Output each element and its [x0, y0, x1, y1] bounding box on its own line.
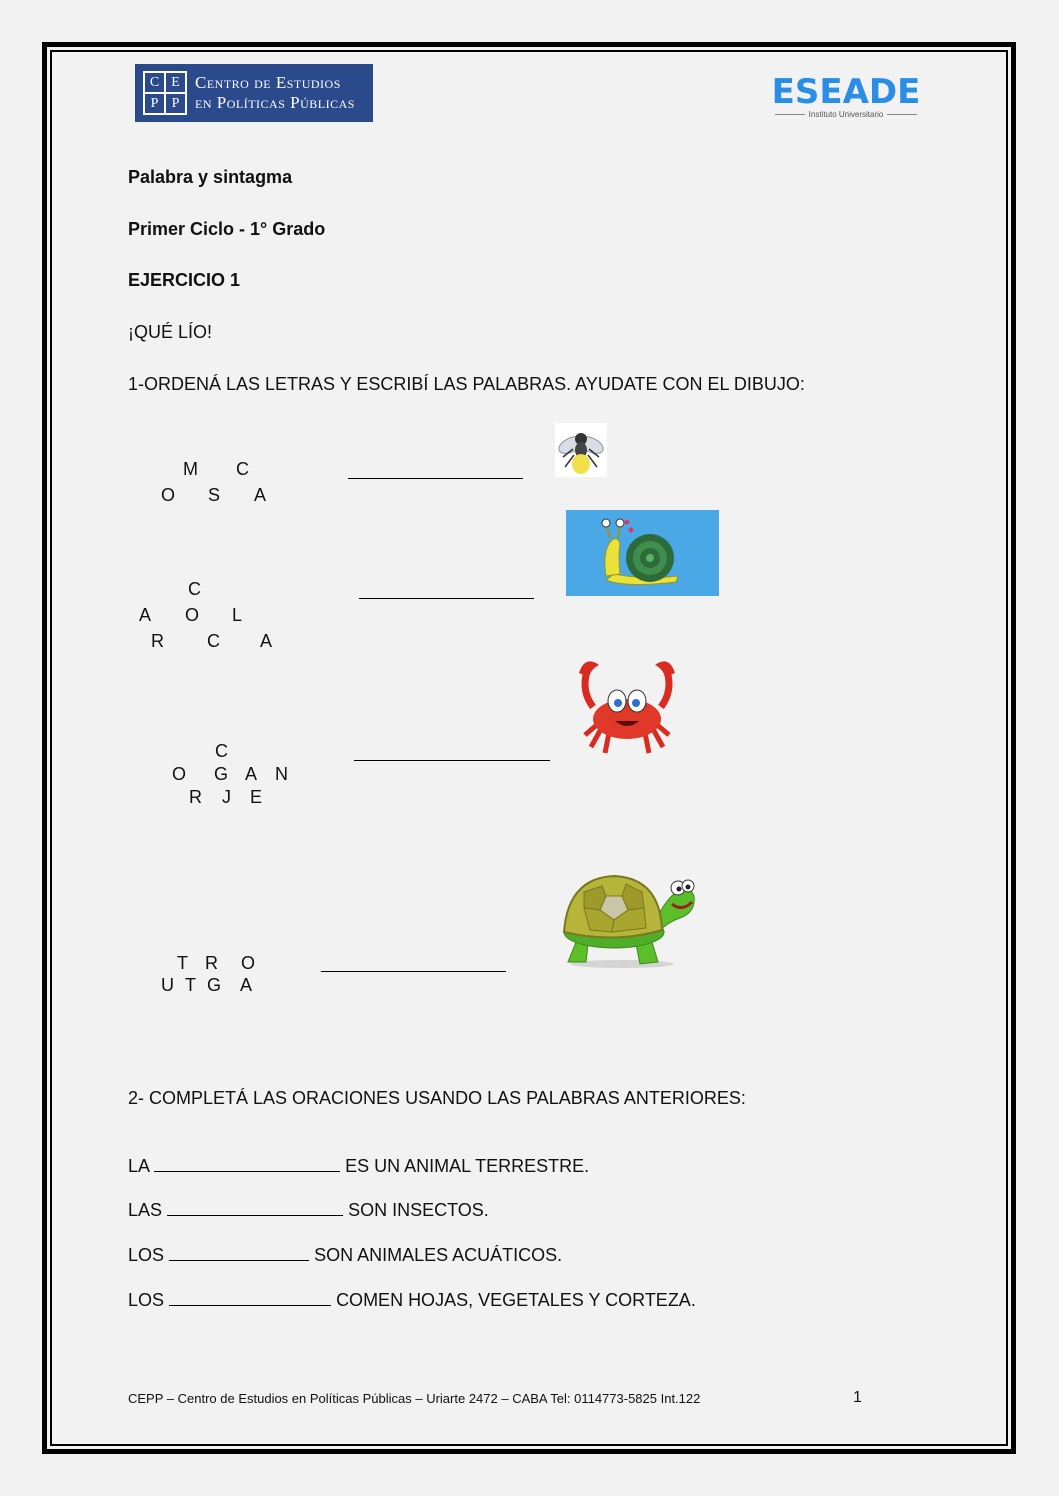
puzzle-letter: C — [215, 741, 228, 761]
doc-title: Palabra y sintagma — [128, 167, 293, 187]
fly-icon — [555, 423, 607, 477]
cepp-letter: C — [145, 73, 164, 92]
cepp-logo — [135, 64, 373, 122]
sentence-before: LOS — [128, 1245, 165, 1265]
answer-line[interactable] — [354, 760, 550, 761]
sentence-before: LA — [128, 1156, 150, 1176]
exercise-heading: EJERCICIO 1 — [128, 270, 241, 290]
answer-line[interactable] — [348, 478, 523, 479]
puzzle-letter: S — [208, 485, 221, 505]
cepp-letter: P — [166, 94, 185, 113]
puzzle-letter: R — [189, 787, 202, 807]
instruction-1: 1-ORDENÁ LAS LETRAS Y ESCRIBÍ LAS PALABRAS. AYUDATE CON EL DIBUJO: — [128, 374, 805, 394]
sentence-4 — [128, 1290, 696, 1311]
sentence-before: LOS — [128, 1290, 165, 1310]
sentence-after: COMEN HOJAS, VEGETALES Y CORTEZA. — [336, 1290, 696, 1310]
footer-text: CEPP – Centro de Estudios en Políticas Públicas – Uriarte 2472 – CABA Tel: 0114773-5825 Int.122 — [128, 1391, 701, 1406]
puzzle-letter: O — [241, 953, 256, 973]
instruction-2: 2- COMPLETÁ LAS ORACIONES USANDO LAS PALABRAS ANTERIORES: — [128, 1088, 746, 1108]
cepp-logo-text — [195, 73, 355, 113]
sentence-blank[interactable] — [169, 1246, 309, 1261]
doc-level: Primer Ciclo - 1° Grado — [128, 219, 326, 239]
puzzle-letter: A — [260, 631, 273, 651]
puzzle-letter: R — [151, 631, 164, 651]
cepp-letter: E — [166, 73, 185, 92]
page-border-inner — [50, 50, 1008, 1446]
puzzle-letter: G — [207, 975, 222, 995]
sentence-blank[interactable] — [154, 1157, 340, 1172]
puzzle-letter: A — [254, 485, 267, 505]
cepp-logo-line2: en Políticas Públicas — [195, 93, 355, 112]
puzzle-letter: E — [250, 787, 263, 807]
crab-icon — [575, 657, 679, 757]
snail-icon — [566, 510, 719, 596]
sentence-blank[interactable] — [169, 1291, 331, 1306]
eseade-logo — [768, 72, 924, 124]
puzzle-letter: U — [161, 975, 174, 995]
cepp-monogram — [143, 71, 187, 115]
turtle-icon — [554, 872, 697, 970]
sentence-blank[interactable] — [167, 1201, 343, 1216]
puzzle-letter: G — [214, 764, 229, 784]
puzzle-letter: O — [172, 764, 187, 784]
sentence-3 — [128, 1245, 562, 1266]
page-number: 1 — [853, 1389, 862, 1406]
sentence-after: SON ANIMALES ACUÁTICOS. — [314, 1245, 563, 1265]
puzzle-letter: A — [240, 975, 253, 995]
puzzle-letter: O — [161, 485, 176, 505]
cepp-letter: P — [145, 94, 164, 113]
sentence-2 — [128, 1200, 489, 1221]
sentence-after: ES UN ANIMAL TERRESTRE. — [345, 1156, 590, 1176]
eseade-logo-sub: Instituto Universitario — [808, 110, 884, 119]
puzzle-letter: O — [185, 605, 200, 625]
puzzle-letter: C — [188, 579, 201, 599]
puzzle-letter: J — [222, 787, 231, 807]
eseade-logo-name: ESEADE — [771, 72, 921, 112]
puzzle-letter: R — [205, 953, 218, 973]
puzzle-letter: C — [236, 459, 249, 479]
puzzle-letter: A — [245, 764, 258, 784]
sentence-before: LAS — [128, 1200, 163, 1220]
puzzle-letter: T — [185, 975, 196, 995]
cepp-logo-line1: Centro de Estudios — [195, 73, 341, 92]
puzzle-letter: T — [177, 953, 188, 973]
puzzle-letter: L — [232, 605, 243, 625]
answer-line[interactable] — [359, 598, 534, 599]
puzzle-letter: N — [275, 764, 288, 784]
exercise-subtitle: ¡QUÉ LÍO! — [128, 322, 213, 342]
puzzle-letter: C — [207, 631, 220, 651]
puzzle-letter: A — [139, 605, 152, 625]
answer-line[interactable] — [321, 971, 506, 972]
puzzle-letter: M — [183, 459, 198, 479]
sentence-after: SON INSECTOS. — [348, 1200, 489, 1220]
sentence-1 — [128, 1156, 589, 1177]
